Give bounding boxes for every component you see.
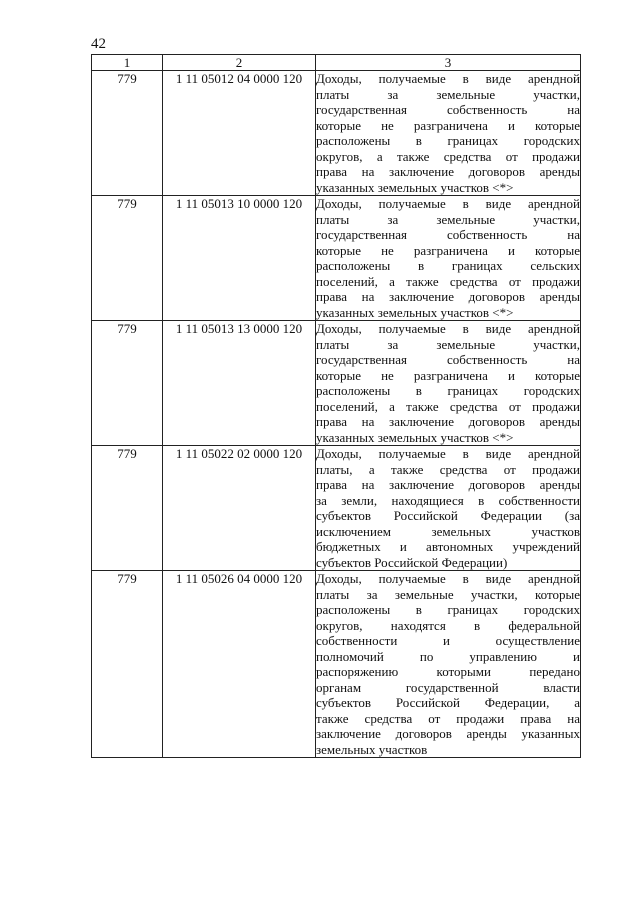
description-line: заключение договоров аренды указанных xyxy=(316,726,580,741)
revenue-codes-table xyxy=(91,54,581,758)
header-row xyxy=(92,55,581,71)
description-line: расположены в границах городских xyxy=(316,133,580,148)
description-line: государственная собственность на xyxy=(316,352,580,367)
description-line: расположены в границах городских xyxy=(316,383,580,398)
description-line: округов, а также средства от продажи xyxy=(316,148,580,164)
description-line: исключением земельных участков xyxy=(316,523,580,539)
description-line: расположены в границах сельских xyxy=(316,258,580,273)
description-line: распоряжению которыми передано xyxy=(316,664,580,679)
description-line: которые не разграничена и которые xyxy=(316,367,580,383)
page-number: 42 xyxy=(91,36,106,52)
description-line: собственности и осуществление xyxy=(316,633,580,648)
description-line: права на заключение договоров аренды xyxy=(316,477,580,492)
description-line: которые не разграничена и которые xyxy=(316,242,580,258)
description-line: Доходы, получаемые в виде арендной xyxy=(316,571,580,586)
description-line: указанных земельных участков <*> xyxy=(316,179,514,195)
description-line: Доходы, получаемые в виде арендной xyxy=(316,196,580,211)
table-body xyxy=(92,71,581,758)
description-line: государственная собственность на xyxy=(316,227,580,242)
description-line: платы за земельные участки, xyxy=(316,336,580,352)
description-line: Доходы, получаемые в виде арендной xyxy=(316,321,580,336)
description-line: поселений, а также средства от продажи xyxy=(316,398,580,414)
header-col-3: 3 xyxy=(316,55,581,71)
budget-classification-code-cell: 1 11 05013 13 0000 120 xyxy=(163,321,316,446)
description-line: бюджетных и автономных учреждений xyxy=(316,539,580,554)
description-line: органам государственной власти xyxy=(316,679,580,695)
description-line: указанных земельных участков <*> xyxy=(316,304,514,320)
description-line: округов, находятся в федеральной xyxy=(316,617,580,633)
description-line: земельных участков xyxy=(316,741,428,757)
header-col-2: 2 xyxy=(163,55,316,71)
header-col-1: 1 xyxy=(92,55,163,71)
revenue-description-cell xyxy=(316,71,581,196)
description-line: платы, а также средства от продажи xyxy=(316,461,580,477)
admin-code-cell: 779 xyxy=(92,71,163,196)
description-line: Доходы, получаемые в виде арендной xyxy=(316,446,580,461)
description-line: государственная собственность на xyxy=(316,102,580,117)
revenue-description-cell xyxy=(316,571,581,758)
description-line: которые не разграничена и которые xyxy=(316,117,580,133)
description-line: Доходы, получаемые в виде арендной xyxy=(316,71,580,86)
budget-classification-code-cell: 1 11 05012 04 0000 120 xyxy=(163,71,316,196)
revenue-description-cell xyxy=(316,446,581,571)
description-line: расположены в границах городских xyxy=(316,602,580,617)
description-line: указанных земельных участков <*> xyxy=(316,429,514,445)
table-header xyxy=(92,55,581,71)
budget-classification-code-cell: 1 11 05026 04 0000 120 xyxy=(163,571,316,758)
description-line: права на заключение договоров аренды xyxy=(316,164,580,179)
description-line: платы за земельные участки, которые xyxy=(316,586,580,602)
table-row xyxy=(92,196,581,321)
table-row xyxy=(92,571,581,758)
description-line: субъектов Российской Федерации (за xyxy=(316,508,580,523)
admin-code-cell: 779 xyxy=(92,446,163,571)
description-line: права на заключение договоров аренды xyxy=(316,289,580,304)
description-line: полномочий по управлению и xyxy=(316,648,580,664)
table-row xyxy=(92,71,581,196)
description-line: субъектов Российской Федерации) xyxy=(316,554,508,570)
revenue-description-cell xyxy=(316,196,581,321)
table-row xyxy=(92,446,581,571)
description-line: субъектов Российской Федерации, а xyxy=(316,695,580,710)
description-line: за земли, находящиеся в собственности xyxy=(316,492,580,508)
description-line: права на заключение договоров аренды xyxy=(316,414,580,429)
description-line: поселений, а также средства от продажи xyxy=(316,273,580,289)
revenue-description-cell xyxy=(316,321,581,446)
description-line: также средства от продажи права на xyxy=(316,710,580,726)
admin-code-cell: 779 xyxy=(92,196,163,321)
description-line: платы за земельные участки, xyxy=(316,211,580,227)
budget-classification-code-cell: 1 11 05022 02 0000 120 xyxy=(163,446,316,571)
table-row xyxy=(92,321,581,446)
budget-classification-code-cell: 1 11 05013 10 0000 120 xyxy=(163,196,316,321)
description-line: платы за земельные участки, xyxy=(316,86,580,102)
admin-code-cell: 779 xyxy=(92,571,163,758)
admin-code-cell: 779 xyxy=(92,321,163,446)
